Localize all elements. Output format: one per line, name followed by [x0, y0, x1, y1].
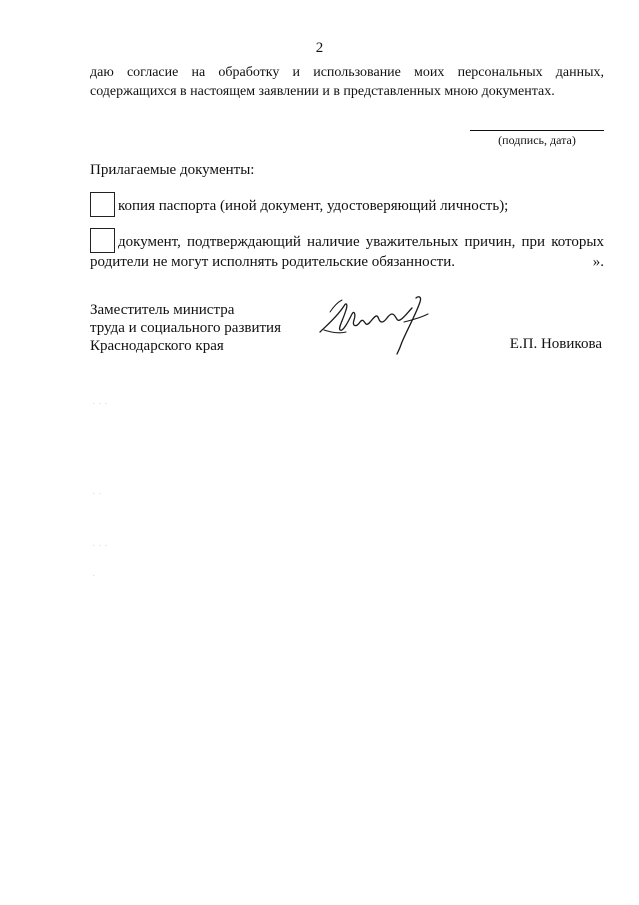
- attached-item-valid-reasons: [90, 232, 604, 272]
- attached-item-valid-reasons-line-1: документ, подтверждающий наличие уважительных причин, при которых: [118, 234, 604, 250]
- signatory-title: [90, 301, 281, 355]
- signer-name: Е.П. Новикова: [509, 336, 602, 352]
- signature-caption: (подпись, дата): [498, 133, 576, 147]
- signatory-title-line-3: Краснодарского края: [90, 338, 224, 354]
- signature-line: [470, 130, 604, 131]
- checkbox-passport-copy[interactable]: [90, 192, 115, 217]
- closing-quote: ».: [592, 254, 604, 270]
- faint-bleedthrough-mark: ·: [92, 570, 96, 581]
- attached-item-passport-copy: копия паспорта (иной документ, удостоверяющий личность);: [118, 198, 509, 214]
- faint-bleedthrough-mark: · ·: [92, 488, 102, 499]
- signatory-title-line-1: Заместитель министра: [90, 302, 235, 318]
- attached-documents-heading: Прилагаемые документы:: [90, 162, 255, 178]
- page-number: 2: [315, 40, 324, 56]
- attached-item-valid-reasons-line-2: родители не могут исполнять родительские обязанности.: [90, 254, 455, 270]
- consent-line-2: содержащихся в настоящем заявлении и в представленных мною документах.: [90, 84, 555, 99]
- consent-paragraph: [90, 63, 604, 101]
- faint-bleedthrough-mark: · · ·: [92, 398, 108, 409]
- attached-item-valid-reasons-line-2-row: [90, 252, 604, 272]
- consent-line-1: даю согласие на обработку и использование моих персональных данных,: [90, 65, 604, 80]
- faint-bleedthrough-mark: · · ·: [92, 540, 108, 551]
- handwritten-signature: [316, 292, 436, 358]
- signatory-title-line-2: труда и социального развития: [90, 320, 281, 336]
